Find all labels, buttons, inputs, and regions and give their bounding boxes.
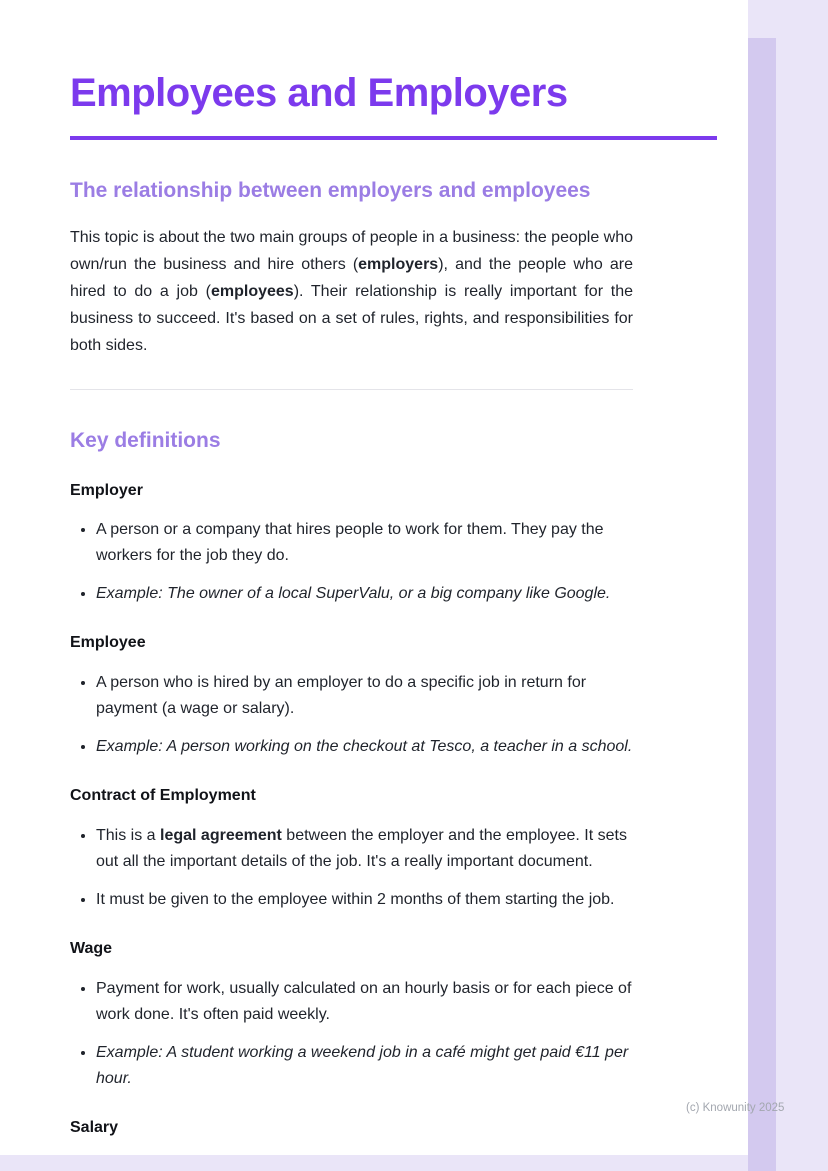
bullet-text: Example: A student working a weekend job in a café might get paid €11 per hour. [96,1043,629,1087]
bullet-text: Example: The owner of a local SuperValu, or a big company like Google. [96,585,611,603]
right-margin-strip [748,38,776,1171]
bullet-item-example [96,1040,633,1092]
bullet-item-example [96,734,633,760]
page-title: Employees and Employers [70,71,568,115]
relationship-paragraph [70,224,633,359]
bold-term-employees: employees [210,283,294,301]
bold-term-legal-agreement: legal agreement [160,826,282,844]
term-employer: Employer [70,481,143,499]
bullet-text: It must be given to the employee within 2 months of them starting the job. [96,890,615,908]
term-contract-of-employment: Contract of Employment [70,787,256,805]
bullet-item [96,887,633,913]
text-run: This topic is about the two main groups of people in a business: the people who own/run the business and hire others ( [70,229,634,274]
text-run: ), and the people who are hired to do a job ( [70,256,633,301]
text-run: This is a [96,826,161,844]
employer-bullet-list [70,517,633,607]
section-divider [70,389,633,390]
text-run: ). Their relationship is really important for the business to succeed. It's based on a set of rules, rights, and responsibilities for both sides. [70,283,633,355]
text-run: between the employer and the employee. It sets out all the important details of the job. It's a really important document. [96,826,627,870]
bullet-text: Example: A person working on the checkout at Tesco, a teacher in a school. [96,738,633,756]
copyright-footer: (c) Knowunity 2025 [686,1102,785,1114]
employee-bullet-list [70,670,633,760]
bullet-text: Payment for work, usually calculated on an hourly basis or for each piece of work done. It's often paid weekly. [96,979,632,1023]
bullet-text: A person or a company that hires people to work for them. They pay the workers for the job they do. [96,521,604,565]
definitions-heading: Key definitions [70,429,221,453]
bullet-item [96,670,633,722]
section-key-definitions [70,428,717,1138]
section-relationship [70,178,717,359]
wage-bullet-list [70,976,633,1092]
term-wage: Wage [70,939,113,957]
relationship-heading: The relationship between employers and employees [70,179,591,202]
bullet-item [96,976,633,1028]
title-underline-rule [70,136,717,140]
term-salary: Salary [70,1118,119,1136]
bold-term-employers: employers [358,256,439,274]
term-employee: Employee [70,634,146,652]
bullet-item [96,517,633,569]
bullet-text: A person who is hired by an employer to do a specific job in return for payment (a wage or salary). [96,674,587,718]
bullet-item [96,823,633,875]
contract-bullet-list [70,823,633,913]
bullet-item-example [96,581,633,607]
